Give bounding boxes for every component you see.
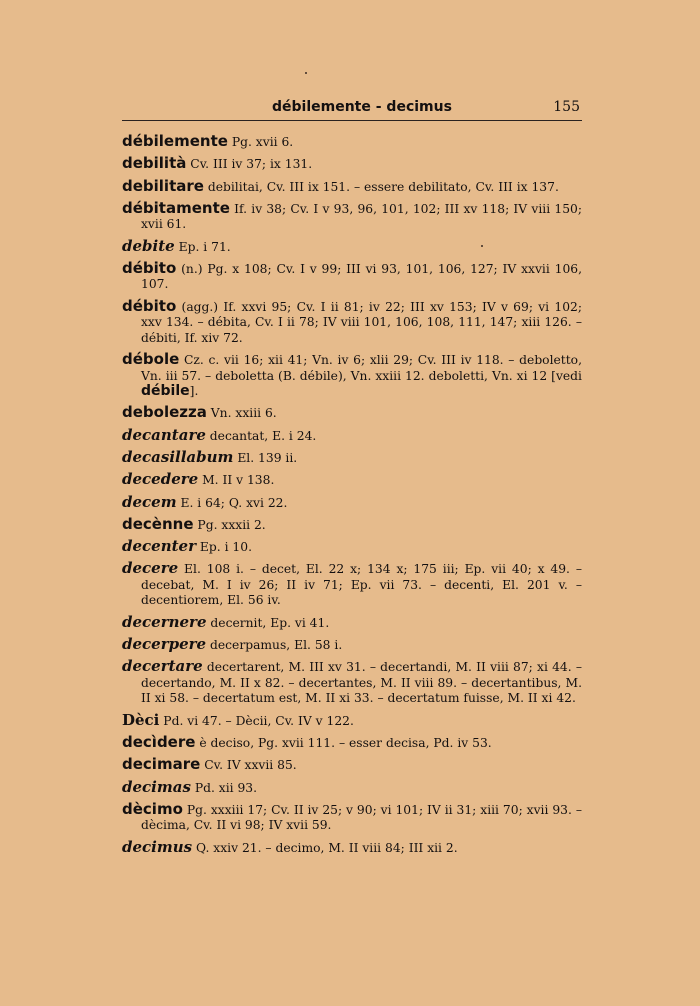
entry-references: El. 139 ii. xyxy=(233,450,298,465)
dictionary-entry xyxy=(122,198,582,233)
entry-headword: dècimo xyxy=(122,799,183,818)
dictionary-entry xyxy=(122,425,582,445)
entry-references: è deciso, Pg. xvii 111. – esser decisa, Pd. iv 53. xyxy=(195,735,492,750)
entry-headword: débitamente xyxy=(122,198,230,217)
dictionary-entry xyxy=(122,539,582,556)
entry-headword: débito xyxy=(122,296,177,315)
entry-headword: decedere xyxy=(122,470,199,489)
entry-references: decantat, E. i 24. xyxy=(205,428,317,443)
entry-references: Pd. xii 93. xyxy=(190,780,258,795)
page-number: 155 xyxy=(553,99,580,115)
dictionary-entry xyxy=(122,296,582,347)
entry-headword: decerpere xyxy=(122,635,207,654)
entry-references: decertarent, M. III xv 31. – decertandi, M. II viii 87; xi 44. – decertando, M. II x 82. – decertantes, M. II viii 89. – decertantibus, M. II xi 58. – decertatum est, M. II xi 33. – decertatum fuisse, M. II xi 42. xyxy=(141,660,582,706)
dictionary-entry xyxy=(122,514,582,534)
dictionary-entry xyxy=(122,732,582,752)
entry-headword: decimus xyxy=(122,837,193,856)
entry-headword: debilità xyxy=(122,154,187,173)
entry-headword: decasillabum xyxy=(122,447,234,466)
entry-references: M. II v 138. xyxy=(198,473,275,488)
entry-references: (n.) Pg. x 108; Cv. I v 99; III vi 93, 101, 106, 127; IV xxvii 106, 107. xyxy=(141,261,582,292)
entry-headword: débole xyxy=(122,350,180,369)
dictionary-entry xyxy=(122,612,582,632)
dictionary-entry xyxy=(122,492,582,512)
entry-headword: débilemente xyxy=(122,132,228,150)
dictionary-entry xyxy=(122,156,582,173)
entry-references: decernit, Ep. vi 41. xyxy=(206,615,330,630)
dictionary-entry xyxy=(122,757,582,774)
dictionary-entry xyxy=(122,710,582,730)
entry-headword: decìdere xyxy=(122,732,196,751)
entry-headword: decimare xyxy=(122,755,201,774)
entry-references: Pg. xxxii 2. xyxy=(193,517,266,532)
dictionary-entry xyxy=(122,258,582,293)
entry-headword: debilitare xyxy=(122,176,204,195)
entry-headword: debite xyxy=(122,236,175,255)
entry-tail: ]. xyxy=(189,384,199,399)
entry-headword: débito xyxy=(122,258,177,277)
dictionary-entry xyxy=(122,799,582,834)
entry-references: Pd. vi 47. – Dècii, Cv. IV v 122. xyxy=(159,713,354,728)
entry-references: E. i 64; Q. xvi 22. xyxy=(176,495,288,510)
dictionary-entry xyxy=(122,405,582,422)
dictionary-entries xyxy=(122,134,582,862)
entry-references: Cv. III iv 37; ix 131. xyxy=(186,157,313,172)
dictionary-entry xyxy=(122,837,582,857)
entry-references: debilitai, Cv. III ix 151. – essere debilitato, Cv. III ix 137. xyxy=(203,179,559,194)
dictionary-entry xyxy=(122,236,582,256)
running-head: débilemente - decimus xyxy=(272,99,452,115)
entry-references: Ep. i 71. xyxy=(174,239,231,254)
entry-headword: decantare xyxy=(122,425,206,444)
dictionary-entry xyxy=(122,777,582,797)
dictionary-entry xyxy=(122,134,582,151)
speck-mark xyxy=(305,72,307,74)
entry-references: Pg. xxxiii 17; Cv. II iv 25; v 90; vi 101; IV ii 31; xiii 70; xvii 93. – dècima, Cv. II vi 98; IV xvii 59. xyxy=(141,802,582,833)
dictionary-entry xyxy=(122,561,582,609)
entry-references: Vn. xxiii 6. xyxy=(206,406,277,421)
entry-headword: decenter xyxy=(122,537,196,556)
entry-headword: decem xyxy=(122,492,177,511)
entry-references: El. 108 i. – decet, El. 22 x; 134 x; 175 iii; Ep. vii 40; x 49. – decebat, M. I iv 26; II iv 71; Ep. vii 73. – decenti, El. 201 v. – decentiorem, El. 56 iv. xyxy=(141,562,582,608)
entry-references: Pg. xvii 6. xyxy=(227,135,294,149)
entry-references: Cz. c. vii 16; xii 41; Vn. iv 6; xlii 29; Cv. III iv 118. – deboletto, Vn. iii 57. – deboletta (B. débile), Vn. xxiii 12. deboletti, Vn. xi 12 [vedi xyxy=(141,353,582,383)
dictionary-entry xyxy=(122,637,582,654)
entry-references: Ep. i 10. xyxy=(196,540,252,555)
entry-headword: debolezza xyxy=(122,403,207,422)
entry-headword: decernere xyxy=(122,612,207,631)
dictionary-entry xyxy=(122,447,582,467)
entry-references: (agg.) If. xxvi 95; Cv. I ii 81; iv 22; III xv 153; IV v 69; vi 102; xxv 134. – débita, Cv. I ii 78; IV viii 101, 106, 108, 111, 147; xiii 126. – débiti, If. xiv 72. xyxy=(141,299,582,345)
entry-headword: decimas xyxy=(122,777,191,796)
entry-headword: decertare xyxy=(122,657,203,676)
entry-references: If. iv 38; Cv. I v 93, 96, 101, 102; III xv 118; IV viii 150; xvii 61. xyxy=(141,201,582,232)
entry-cross-reference: débile xyxy=(141,383,190,400)
dictionary-entry xyxy=(122,659,582,707)
dictionary-entry xyxy=(122,472,582,489)
entry-references: decerpamus, El. 58 i. xyxy=(206,638,343,653)
entry-references: Cv. IV xxvii 85. xyxy=(200,758,297,773)
entry-references: Q. xxiv 21. – decimo, M. II viii 84; III xii 2. xyxy=(192,840,458,855)
entry-headword: decere xyxy=(122,559,179,578)
dictionary-entry xyxy=(122,176,582,196)
page-header xyxy=(122,98,582,121)
entry-headword: decènne xyxy=(122,514,194,533)
entry-headword: Dèci xyxy=(122,710,160,729)
dictionary-entry xyxy=(122,352,582,400)
